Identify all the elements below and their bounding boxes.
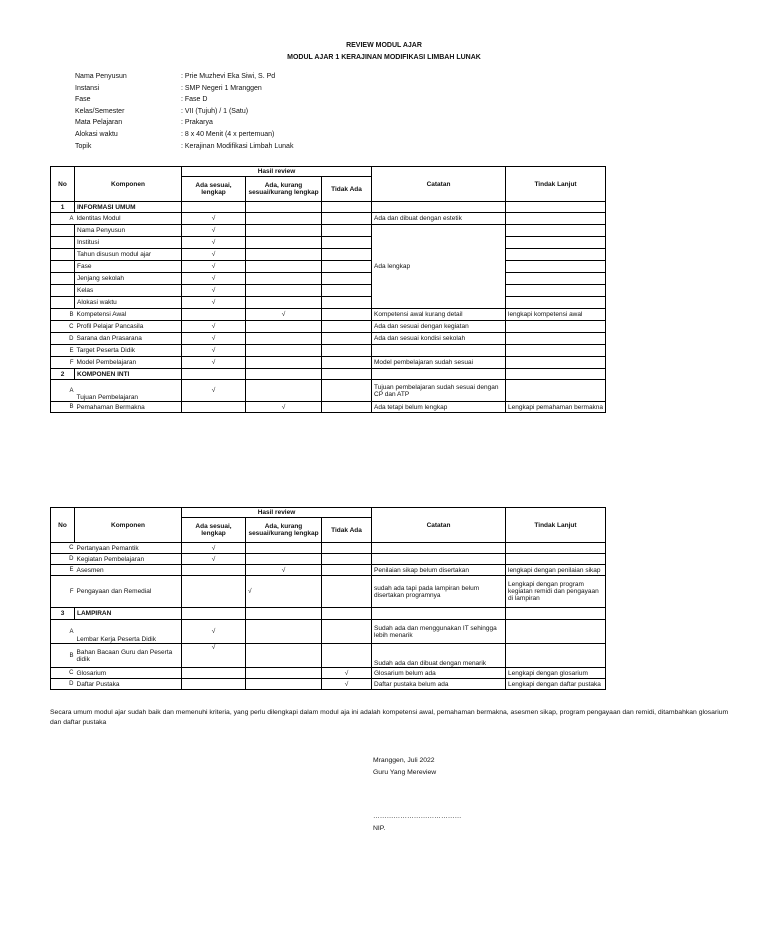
row-komponen: Bahan Bacaan Guru dan Peserta didik (75, 644, 182, 668)
row-catatan: Daftar pustaka belum ada (372, 679, 506, 690)
info-value: : Prakarya (181, 119, 213, 127)
col-header-tindak-lanjut: Tindak Lanjut (506, 508, 606, 543)
info-label: Kelas/Semester (75, 107, 125, 115)
info-block (75, 73, 293, 154)
row-catatan: Ada tetapi belum lengkap (372, 402, 506, 413)
signature-role: Guru Yang Mereview (373, 769, 437, 776)
table-row (51, 554, 606, 565)
check-mark: √ (182, 297, 246, 309)
row-letter: D (51, 333, 75, 345)
row-komponen: Kompetensi Awal (75, 309, 182, 321)
table-row (51, 402, 606, 413)
merged-catatan: Ada lengkap (372, 225, 506, 309)
row-catatan: Kompetensi awal kurang detail (372, 309, 506, 321)
row-catatan: sudah ada tapi pada lampiran belum disertakan programnya (372, 576, 506, 608)
row-tindak-lanjut: Lengkapi dengan daftar pustaka (506, 679, 606, 690)
row-letter: A (51, 213, 75, 225)
signature-nip: NIP. (373, 825, 386, 832)
check-mark: √ (182, 357, 246, 369)
section-row (51, 202, 606, 213)
row-letter: D (51, 554, 75, 565)
info-label: Topik (75, 142, 92, 150)
row-letter: A (51, 380, 75, 402)
table-row (51, 237, 606, 249)
check-mark: √ (182, 333, 246, 345)
row-tindak-lanjut: lengkapi dengan penilaian sikap (506, 565, 606, 576)
section-row (51, 369, 606, 380)
row-komponen: Institusi (75, 237, 182, 249)
check-mark: √ (182, 261, 246, 273)
document-title: REVIEW MODUL AJAR (346, 42, 422, 49)
section-number: 2 (51, 369, 75, 380)
col-header-no: No (51, 167, 75, 202)
info-value: : Prie Muzhevi Eka Siwi, S. Pd (181, 73, 276, 80)
check-mark: √ (182, 380, 246, 402)
col-header-catatan: Catatan (372, 508, 506, 543)
table-row (51, 261, 606, 273)
col-header-ada-sesuai: Ada sesuai, lengkap (182, 177, 246, 202)
row-catatan: Ada dan dibuat dengan estetik (372, 213, 506, 225)
info-value: : SMP Negeri 1 Mranggen (181, 84, 262, 92)
row-letter: F (51, 357, 75, 369)
row-letter: C (51, 321, 75, 333)
row-catatan: Penilaian sikap belum disertakan (372, 565, 506, 576)
col-header-komponen: Komponen (75, 508, 182, 543)
check-mark: √ (182, 345, 246, 357)
row-komponen: Profil Pelajar Pancasila (75, 321, 182, 333)
info-label: Nama Penyusun (75, 73, 127, 80)
row-catatan: Sudah ada dan dibuat dengan menarik (372, 644, 506, 668)
check-mark: √ (246, 402, 322, 413)
table-row (51, 297, 606, 309)
row-letter: E (51, 345, 75, 357)
check-mark: √ (246, 576, 322, 608)
row-letter: F (51, 576, 75, 608)
row-komponen: Target Peserta Didik (75, 345, 182, 357)
row-letter: B (51, 309, 75, 321)
row-komponen: Model Pembelajaran (75, 357, 182, 369)
table-row (51, 620, 606, 644)
check-mark: √ (182, 249, 246, 261)
row-letter: E (51, 565, 75, 576)
row-komponen: Kelas (75, 285, 182, 297)
info-label: Alokasi waktu (75, 130, 118, 138)
section-number: 1 (51, 202, 75, 213)
row-tindak-lanjut: lengkapi kompetensi awal (506, 309, 606, 321)
check-mark: √ (182, 213, 246, 225)
table-row (51, 309, 606, 321)
check-mark: √ (182, 237, 246, 249)
table-row (51, 668, 606, 679)
row-komponen: Nama Penyusun (75, 225, 182, 237)
document-subtitle: MODUL AJAR 1 KERAJINAN MODIFIKASI LIMBAH LUNAK (287, 54, 481, 61)
row-catatan: Sudah ada dan menggunakan IT sehingga lebih menarik (372, 620, 506, 644)
row-komponen: Asesmen (75, 565, 182, 576)
check-mark: √ (182, 321, 246, 333)
table-row (51, 345, 606, 357)
review-table-1 (50, 166, 606, 413)
row-komponen: Sarana dan Prasarana (75, 333, 182, 345)
info-value: : Kerajinan Modifikasi Limbah Lunak (181, 142, 294, 150)
row-letter: D (51, 679, 75, 690)
info-row (75, 73, 293, 85)
check-mark: √ (182, 273, 246, 285)
table-row (51, 565, 606, 576)
table-row (51, 273, 606, 285)
row-catatan: Ada dan sesuai kondisi sekolah (372, 333, 506, 345)
col-header-hasil-review: Hasil review (182, 508, 372, 518)
col-header-ada-kurang: Ada, kurang sesuai/kurang lengkap (246, 518, 322, 543)
table-row (51, 249, 606, 261)
table-row (51, 333, 606, 345)
signature-place-date: Mranggen, Juli 2022 (373, 757, 435, 764)
row-letter: C (51, 543, 75, 554)
table-row (51, 644, 606, 668)
section-row (51, 608, 606, 620)
table-row (51, 576, 606, 608)
row-komponen: Lembar Kerja Peserta Didik (75, 620, 182, 644)
col-header-tidak-ada: Tidak Ada (322, 518, 372, 543)
section-title: INFORMASI UMUM (75, 202, 182, 213)
row-tindak-lanjut: Lengkapi pemahaman bermakna (506, 402, 606, 413)
check-mark: √ (322, 668, 372, 679)
review-table-2 (50, 507, 606, 690)
info-row (75, 85, 293, 97)
section-title: KOMPONEN INTI (75, 369, 182, 380)
row-komponen: Fase (75, 261, 182, 273)
row-komponen: Kegiatan Pembelajaran (75, 554, 182, 565)
summary-text: Secara umum modul ajar sudah baik dan memenuhi kriteria, yang perlu dilengkapi dalam modul aja ini adalah kompetensi awal, pemahaman bermakna, asesmen sikap, program pengayaan dan remidi, ditambahkan glosarium dan daftar pustaka (50, 709, 729, 726)
info-row (75, 143, 293, 155)
check-mark: √ (182, 285, 246, 297)
section-number: 3 (51, 608, 75, 620)
col-header-ada-kurang: Ada, kurang sesuai/kurang lengkap (246, 177, 322, 202)
signature-line: ………………………………… (373, 813, 462, 820)
row-letter: C (51, 668, 75, 679)
table-row (51, 380, 606, 402)
info-value: : 8 x 40 Menit (4 x pertemuan) (181, 130, 275, 138)
row-tindak-lanjut: Lengkapi dengan glosarium (506, 668, 606, 679)
section-title: LAMPIRAN (75, 608, 182, 620)
row-komponen: Tujuan Pembelajaran (75, 380, 182, 402)
check-mark: √ (322, 679, 372, 690)
info-label: Mata Pelajaran (75, 119, 123, 127)
row-letter: B (51, 644, 75, 668)
col-header-tindak-lanjut: Tindak Lanjut (506, 167, 606, 202)
table-row (51, 225, 606, 237)
row-komponen: Alokasi waktu (75, 297, 182, 309)
check-mark: √ (246, 309, 322, 321)
table-row (51, 679, 606, 690)
table-row (51, 321, 606, 333)
row-komponen: Pengayaan dan Remedial (75, 576, 182, 608)
col-header-ada-sesuai: Ada sesuai, lengkap (182, 518, 246, 543)
info-label: Fase (75, 96, 91, 104)
info-row (75, 119, 293, 131)
row-letter: B (51, 402, 75, 413)
check-mark: √ (246, 565, 322, 576)
check-mark: √ (182, 644, 246, 668)
col-header-tidak-ada: Tidak Ada (322, 177, 372, 202)
row-komponen: Glosarium (75, 668, 182, 679)
row-catatan: Glosarium belum ada (372, 668, 506, 679)
info-value: : Fase D (181, 96, 208, 104)
info-row (75, 108, 293, 120)
row-catatan: Model pembelajaran sudah sesuai (372, 357, 506, 369)
col-header-no: No (51, 508, 75, 543)
info-row (75, 131, 293, 143)
row-catatan: Ada dan sesuai dengan kegiatan (372, 321, 506, 333)
row-komponen: Daftar Pustaka (75, 679, 182, 690)
row-komponen: Pertanyaan Pemantik (75, 543, 182, 554)
check-mark: √ (182, 554, 246, 565)
row-komponen: Jenjang sekolah (75, 273, 182, 285)
row-komponen: Tahun disusun modul ajar (75, 249, 182, 261)
table-row (51, 357, 606, 369)
info-value: : VII (Tujuh) / 1 (Satu) (181, 107, 249, 115)
col-header-catatan: Catatan (372, 167, 506, 202)
table-row (51, 213, 606, 225)
row-letter: A (51, 620, 75, 644)
row-komponen: Pemahaman Bermakna (75, 402, 182, 413)
row-tindak-lanjut: Lengkapi dengan program kegiatan remidi dan pengayaan di lampiran (506, 576, 606, 608)
row-komponen: Identitas Modul (75, 213, 182, 225)
check-mark: √ (182, 225, 246, 237)
col-header-hasil-review: Hasil review (182, 167, 372, 177)
check-mark: √ (182, 620, 246, 644)
table-row (51, 285, 606, 297)
row-catatan: Tujuan pembelajaran sudah sesuai dengan CP dan ATP (372, 380, 506, 402)
check-mark: √ (182, 543, 246, 554)
info-label: Instansi (75, 84, 100, 92)
info-row (75, 96, 293, 108)
table-row (51, 543, 606, 554)
col-header-komponen: Komponen (75, 167, 182, 202)
